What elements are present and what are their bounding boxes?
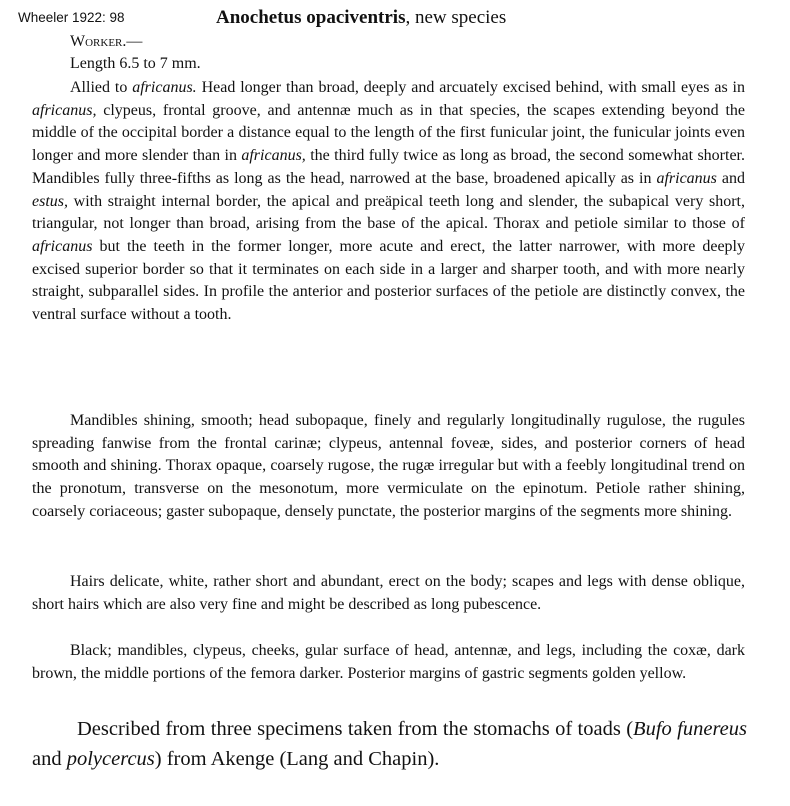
italic-taxon: polycercus xyxy=(66,748,155,770)
italic-taxon: Bufo funereus xyxy=(633,718,747,740)
italic-taxon: africanus xyxy=(656,169,717,187)
description-paragraph-3: Hairs delicate, white, rather short and abundant, erect on the body; scapes and legs with dense oblique, short hairs which are also very fine and might be described as long pubescence. xyxy=(32,573,745,613)
italic-taxon: africanus. xyxy=(132,79,197,96)
species-title xyxy=(216,7,506,29)
description-paragraph-1 xyxy=(32,77,745,327)
description-paragraph-2: Mandibles shining, smooth; head subopaque, finely and regularly longitudinally rugulose, the rugules spreading fanwise from the frontal carinæ; clypeus, antennal foveæ, sides, and posterior corners of head smooth and shining. Thorax opaque, coarsely rugose, the rugæ irregular but with a feebly longitudinal trend on the pronotum, transverse on the mesonotum, more vermiculate on the epinotum. Petiole rather shining, coarsely coriaceous; gaster subopaque, densely punctate, the posterior margins of the segments more shining. xyxy=(32,412,745,520)
species-name: Anochetus opaciventris xyxy=(216,7,406,28)
text-run: and xyxy=(716,169,745,187)
italic-taxon: africanus xyxy=(32,237,93,255)
text-run: ) from Akenge (Lang and Chapin). xyxy=(154,748,440,770)
description-paragraph-4: Black; mandibles, clypeus, cheeks, gular surface of head, antennæ, and legs, including the coxæ, dark brown, the middle portions of the femora darker. Posterior margins of gastric segments golden yellow. xyxy=(32,642,745,682)
length-line: Length 6.5 to 7 mm. xyxy=(70,55,201,72)
text-run: the third fully twice as long as broad, the second somewhat shorter. Mandibles fully three-fifths as long as the head, narrowed at the base, broadened apically as in xyxy=(32,147,746,187)
caste-heading-text: Worker.— xyxy=(70,33,143,50)
text-run: Head longer than broad, deeply and arcuately excised behind, with small eyes as in xyxy=(196,79,746,96)
citation: Wheeler 1922: 98 xyxy=(18,10,125,25)
italic-taxon: africanus, xyxy=(241,147,306,165)
text-run: and xyxy=(32,748,67,770)
text-run: but the teeth in the former longer, more acute and erect, the latter narrower, with more deeply excised superior border so that it terminates on each side in a larger and sharper tooth, and with more nearly straight, subparallel sides. In profile the anterior and posterior surfaces of the petiole are distinctly convex, the ventral surface without a tooth. xyxy=(32,237,745,324)
text-run: with straight internal border, the apical and preäpical teeth long and slender, the subapical very short, triangular, not longer than broad, arising from the base of the apical. Thorax and petiole similar to those of xyxy=(32,192,745,233)
text-run: Allied to xyxy=(70,79,133,96)
italic-taxon: africanus, xyxy=(32,101,97,119)
text-run: clypeus, frontal groove, and antennæ much as in that species, the scapes extending beyond the middle of the occipital border a distance equal to the length of the first funicular joint, the funicular joints even longer and more slender than in xyxy=(32,101,745,165)
text-run: Described from three specimens taken from the stomachs of toads ( xyxy=(77,718,634,740)
type-material-paragraph xyxy=(32,714,747,774)
species-status: , new species xyxy=(405,7,507,28)
caste-heading xyxy=(70,33,142,51)
italic-taxon: estus, xyxy=(32,192,68,210)
